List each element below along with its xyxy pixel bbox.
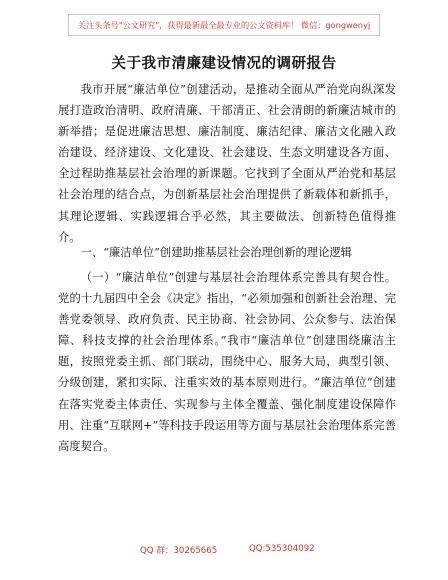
intro-paragraph: 我市开展“廉洁单位”创建活动，是推动全面从严治党向纵深发展打造政治清明、政府清廉、干部清正、社会清朗的新廉洁城市的新举措；是促进廉洁思想、廉洁制度、廉洁纪律、廉洁文化融入政治建设、经济建设、文化建设、社会建设、生态文明建设各方面、全过程助推基层社会治理的新课题。它找到了全面从严治党和基层社会治理的结合点，为创新基层社会治理提供了新载体和新抓手，其理论逻辑、实践逻辑合乎必然，其主要做法、创新特色值得推介。: [58, 83, 396, 244]
section-paragraph-1: （一）“廉洁单位”创建与基层社会治理体系完善具有契合性。党的十九届四中全会《决定》指出，“必须加强和创新社会治理、完善党委领导、政府负责、民主协商、社会协同、公众参与、法治保障、科技支撑的社会治理体系。”我市“廉洁单位”创建围绕廉洁主题，按照党委主抓、部门联动，围绕中心、服务大局，典型引领、分级创建，紧扣实际、注重实效的基本原则进行。“廉洁单位”创建在落实党委主体责任、实现参与主体全覆盖、强化制度建设保障作用、注重“互联网+”等科技手段运用等方面与基层社会治理体系完善高度契合。: [58, 271, 396, 453]
section-paragraph-block: [58, 267, 396, 457]
footer-qq-group: QQ 群：30265665: [140, 546, 218, 556]
section-heading-1: 一、“廉洁单位”创建助推基层社会治理创新的理论逻辑: [80, 246, 352, 259]
watermark-banner: 关注头条号"公文研究"，获得最新最全最专业的公文资料库！ 微信：gongwenyj: [68, 14, 380, 36]
document-title: 关于我市清廉建设情况的调研报告: [111, 56, 337, 72]
footer-qq: QQ:535304092: [249, 544, 315, 554]
intro-paragraph-block: [58, 79, 396, 248]
section-heading-block: [58, 242, 396, 263]
